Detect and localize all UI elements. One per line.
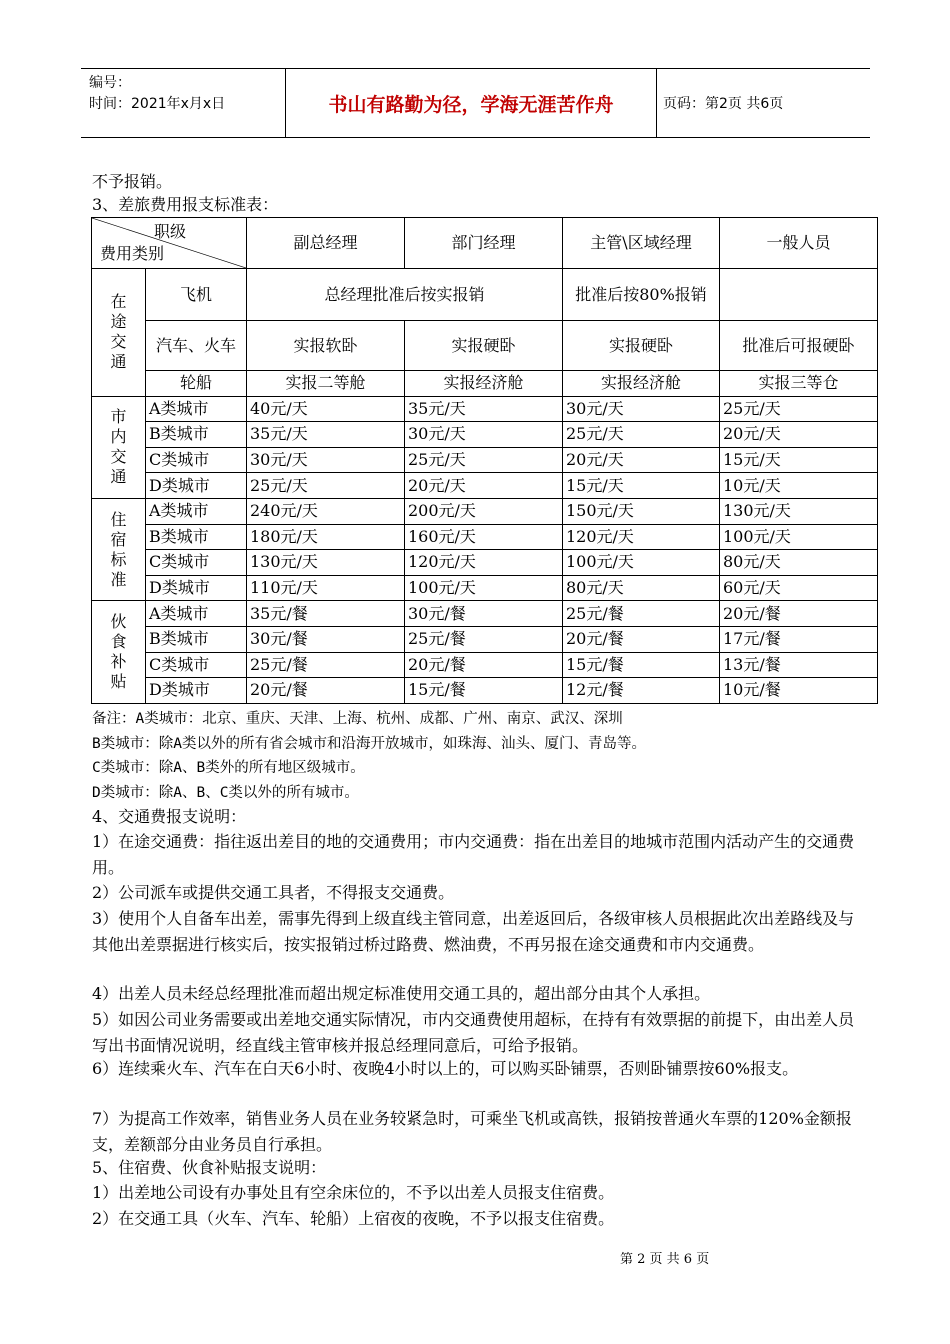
table-cell: 10元/天 xyxy=(720,473,878,499)
section5-item: 2）在交通工具（火车、汽车、轮船）上宿夜的夜晚，不予以报支住宿费。 xyxy=(92,1209,615,1228)
row-label: C类城市 xyxy=(146,447,247,473)
group-label xyxy=(92,396,146,498)
row-label: 轮船 xyxy=(146,371,247,397)
table-cell: 35元/天 xyxy=(405,396,563,422)
row-label: B类城市 xyxy=(146,626,247,652)
table-cell: 25元/天 xyxy=(720,396,878,422)
group-rows xyxy=(92,396,878,703)
table-cell: 实报二等舱 xyxy=(247,371,405,397)
table-cell: 240元/天 xyxy=(247,498,405,524)
table-cell: 20元/天 xyxy=(405,473,563,499)
header-page-number: 页码：第2页 共6页 xyxy=(663,96,784,112)
table-cell: 110元/天 xyxy=(247,575,405,601)
expense-standard-table xyxy=(91,217,878,704)
table-cell: 实报硬卧 xyxy=(563,321,720,371)
group-label-text: 市内交通 xyxy=(110,407,127,487)
row-label: C类城市 xyxy=(146,550,247,576)
table-cell: 20元/餐 xyxy=(720,601,878,627)
table-cell: 100元/天 xyxy=(720,524,878,550)
table-cell: 120元/天 xyxy=(405,550,563,576)
table-cell: 30元/天 xyxy=(405,422,563,448)
table-row xyxy=(92,626,878,652)
table-cell: 20元/天 xyxy=(720,422,878,448)
page-footer: 第 2 页 共 6 页 xyxy=(620,1252,710,1267)
group-label xyxy=(92,601,146,703)
section5-item: 1）出差地公司设有办事处且有空余床位的，不予以出差人员报支住宿费。 xyxy=(92,1183,615,1202)
table-row xyxy=(92,321,878,371)
table-cell: 25元/餐 xyxy=(405,626,563,652)
table-cell: 60元/天 xyxy=(720,575,878,601)
table-cell: 实报硬卧 xyxy=(405,321,563,371)
column-header: 部门经理 xyxy=(405,218,563,269)
table-cell: 25元/餐 xyxy=(563,601,720,627)
table-cell: 35元/餐 xyxy=(247,601,405,627)
table-cell: 实报经济舱 xyxy=(563,371,720,397)
table-cell: 100元/天 xyxy=(563,550,720,576)
table-cell: 实报软卧 xyxy=(247,321,405,371)
table-cell: 30元/餐 xyxy=(405,601,563,627)
table-cell: 130元/天 xyxy=(720,498,878,524)
section4-item: 4）出差人员未经总经理批准而超出规定标准使用交通工具的，超出部分由其个人承担。 xyxy=(92,984,711,1003)
table-cell: 20元/天 xyxy=(563,447,720,473)
table-cell: 15元/天 xyxy=(563,473,720,499)
table-cell: 批准后可报硬卧 xyxy=(720,321,878,371)
row-label: 汽车、火车 xyxy=(146,321,247,371)
note-line: B类城市：除A类以外的所有省会城市和沿海开放城市，如珠海、汕头、厦门、青岛等。 xyxy=(92,736,646,752)
corner-top-label: 职级 xyxy=(153,222,186,241)
section4-item: 1）在途交通费：指往返出差目的地的交通费用；市内交通费：指在出差目的地城市范围内活动产生的交通费用。 xyxy=(92,832,855,877)
group-label-transit xyxy=(92,269,146,397)
group-label-text: 住宿标准 xyxy=(110,509,127,589)
table-cell: 30元/天 xyxy=(563,396,720,422)
table-cell: 15元/餐 xyxy=(563,652,720,678)
note-line: 备注：A类城市：北京、重庆、天津、上海、杭州、成都、广州、南京、武汉、深圳 xyxy=(92,711,623,727)
column-header: 副总经理 xyxy=(247,218,405,269)
table-cell: 10元/餐 xyxy=(720,678,878,704)
table-cell: 200元/天 xyxy=(405,498,563,524)
row-label: A类城市 xyxy=(146,601,247,627)
intro-line: 不予报销。 xyxy=(92,172,173,191)
row-label: D类城市 xyxy=(146,575,247,601)
section4-item: 3）使用个人自备车出差，需事先得到上级直线主管同意，出差返回后，各级审核人员根据此次出差路线及与其他出差票据进行核实后，按实报销过桥过路费、燃油费，不再另报在途交通费和市内交通费。 xyxy=(92,909,855,954)
table-cell: 17元/餐 xyxy=(720,626,878,652)
table-cell: 80元/天 xyxy=(720,550,878,576)
table-cell: 12元/餐 xyxy=(563,678,720,704)
table-cell: 35元/天 xyxy=(247,422,405,448)
table-row xyxy=(92,498,878,524)
table-cell: 批准后按80%报销 xyxy=(563,269,720,321)
table-cell: 15元/天 xyxy=(720,447,878,473)
table-row xyxy=(92,575,878,601)
section4-item: 7）为提高工作效率，销售业务人员在业务较紧急时，可乘坐飞机或高铁，报销按普通火车票的120%金额报支，差额部分由业务员自行承担。 xyxy=(92,1109,852,1154)
corner-bottom-label: 费用类别 xyxy=(100,244,165,263)
table-row xyxy=(92,371,878,397)
table-cell: 120元/天 xyxy=(563,524,720,550)
group-label xyxy=(92,498,146,600)
header-meta xyxy=(81,69,285,137)
table-cell: 20元/餐 xyxy=(247,678,405,704)
table-cell: 实报经济舱 xyxy=(405,371,563,397)
table-row xyxy=(92,678,878,704)
row-label: 飞机 xyxy=(146,269,247,321)
table-cell: 25元/餐 xyxy=(247,652,405,678)
table-cell: 13元/餐 xyxy=(720,652,878,678)
document-number-label: 编号： xyxy=(89,75,131,91)
table-cell: 80元/天 xyxy=(563,575,720,601)
table-row xyxy=(92,473,878,499)
table-cell: 100元/天 xyxy=(405,575,563,601)
table-row xyxy=(92,601,878,627)
row-label: C类城市 xyxy=(146,652,247,678)
section3-title: 3、差旅费用报支标准表： xyxy=(92,195,279,214)
table-cell: 25元/天 xyxy=(247,473,405,499)
table-row xyxy=(92,524,878,550)
document-date: 时间：2021年x月x日 xyxy=(89,96,226,112)
table-row xyxy=(92,396,878,422)
table-corner-cell xyxy=(92,218,247,269)
note-line: D类城市：除A、B、C类以外的所有城市。 xyxy=(92,785,359,801)
section4-item: 5）如因公司业务需要或出差地交通实际情况，市内交通费使用超标，在持有有效票据的前提下，由出差人员写出书面情况说明，经直线主管审核并报总经理同意后，可给予报销。 xyxy=(92,1010,855,1055)
table-cell: 20元/餐 xyxy=(563,626,720,652)
table-cell: 30元/天 xyxy=(247,447,405,473)
table-cell: 25元/天 xyxy=(405,447,563,473)
table-cell: 40元/天 xyxy=(247,396,405,422)
row-label: A类城市 xyxy=(146,396,247,422)
table-cell: 150元/天 xyxy=(563,498,720,524)
table-row xyxy=(92,422,878,448)
table-cell: 实报三等仓 xyxy=(720,371,878,397)
column-header: 主管\区域经理 xyxy=(563,218,720,269)
column-header: 一般人员 xyxy=(720,218,878,269)
header-motto: 书山有路勤为径，学海无涯苦作舟 xyxy=(285,69,657,137)
table-cell: 130元/天 xyxy=(247,550,405,576)
section4-item: 6）连续乘火车、汽车在白天6小时、夜晚4小时以上的，可以购买卧铺票，否则卧铺票按60%报支。 xyxy=(92,1059,799,1078)
table-cell: 180元/天 xyxy=(247,524,405,550)
group-label-text: 在途交通 xyxy=(110,292,127,372)
row-label: B类城市 xyxy=(146,524,247,550)
table-cell: 25元/天 xyxy=(563,422,720,448)
group-label-text: 伙食补贴 xyxy=(110,612,127,692)
section5-title: 5、住宿费、伙食补贴报支说明： xyxy=(92,1158,327,1177)
table-row xyxy=(92,550,878,576)
table-cell: 30元/餐 xyxy=(247,626,405,652)
row-label: D类城市 xyxy=(146,473,247,499)
table-cell: 20元/餐 xyxy=(405,652,563,678)
section4-item: 2）公司派车或提供交通工具者，不得报支交通费。 xyxy=(92,883,455,902)
table-header-row xyxy=(92,218,878,269)
table-cell xyxy=(720,269,878,321)
note-line: C类城市：除A、B类外的所有地区级城市。 xyxy=(92,760,365,776)
row-label: A类城市 xyxy=(146,498,247,524)
table-row xyxy=(92,652,878,678)
row-label: B类城市 xyxy=(146,422,247,448)
table-cell: 160元/天 xyxy=(405,524,563,550)
table-row xyxy=(92,447,878,473)
row-label: D类城市 xyxy=(146,678,247,704)
table-cell: 15元/餐 xyxy=(405,678,563,704)
section4-title: 4、交通费报支说明： xyxy=(92,807,247,826)
page-header xyxy=(81,68,870,138)
table-cell: 总经理批准后按实报销 xyxy=(247,269,563,321)
table-row xyxy=(92,269,878,321)
